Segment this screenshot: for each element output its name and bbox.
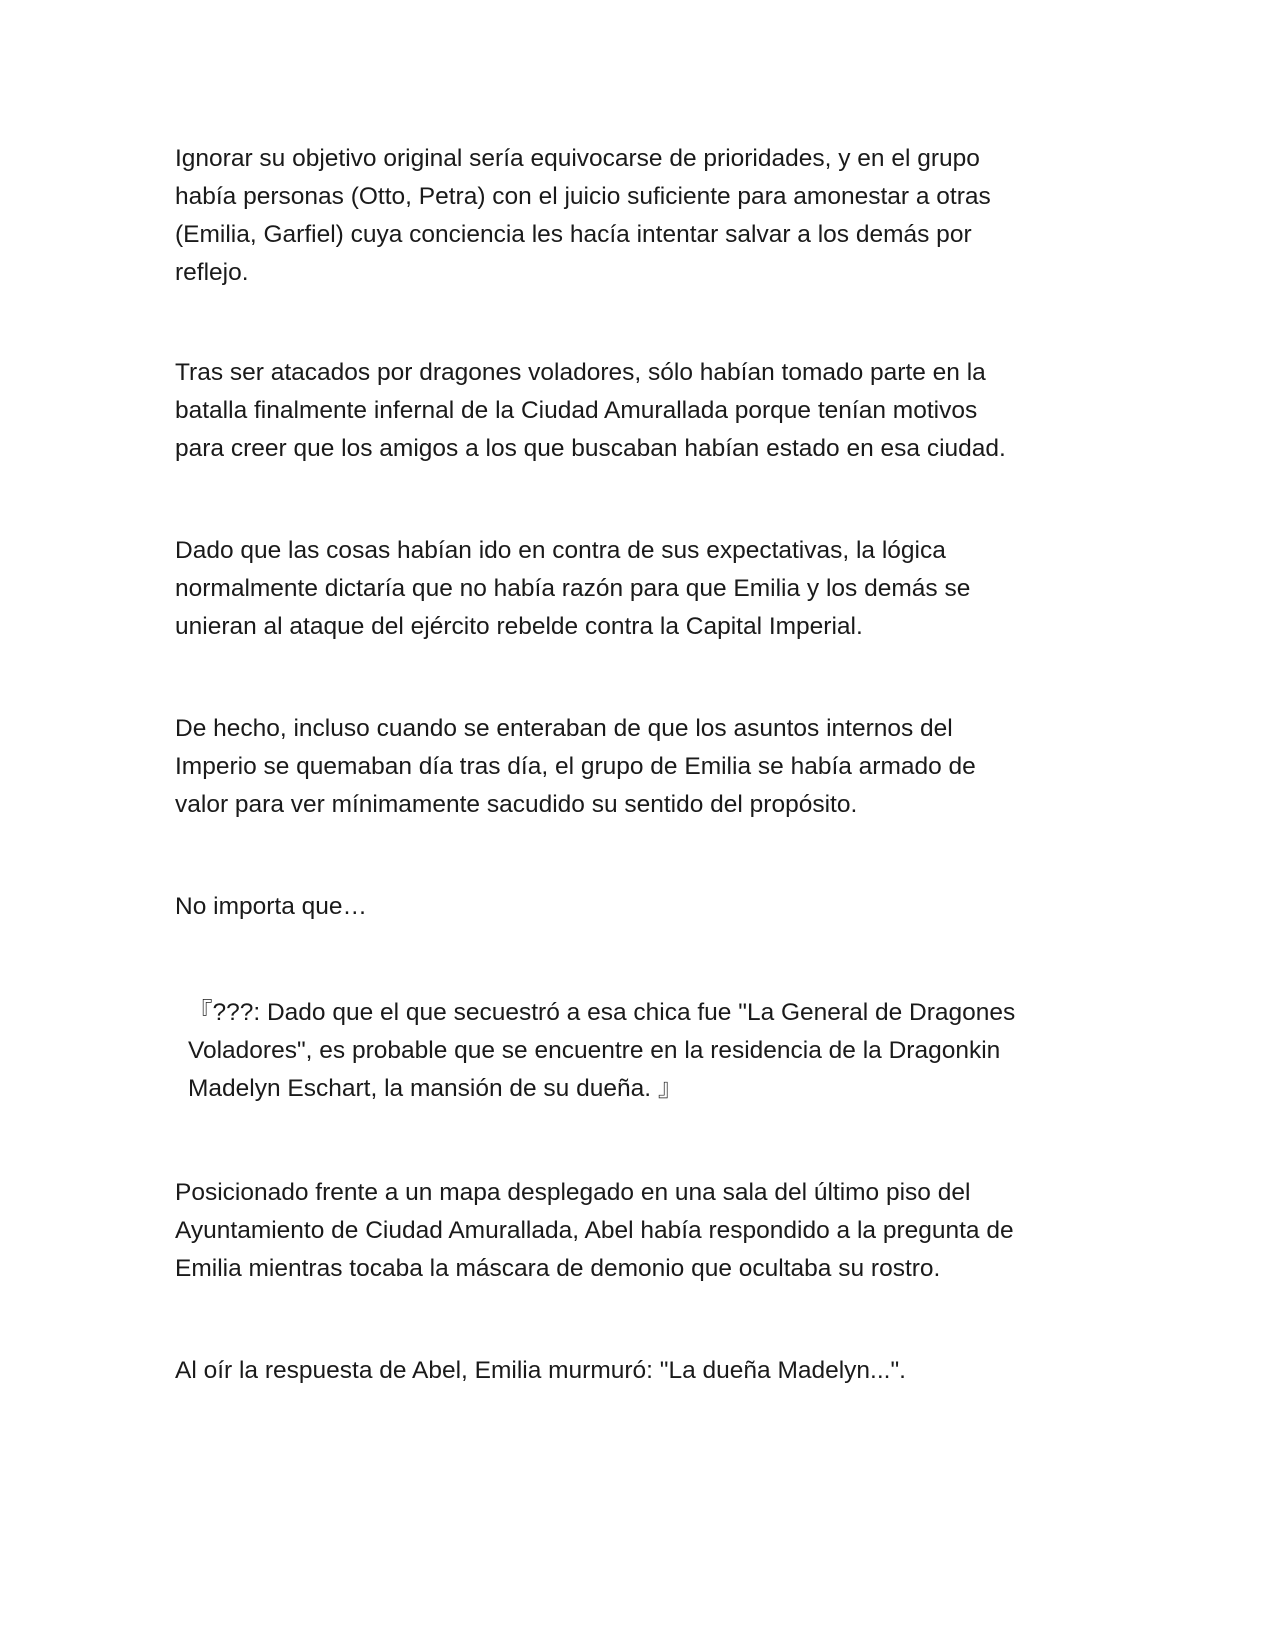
paragraph-walled-city-battle: Tras ser atacados por dragones voladores, sólo habían tomado parte en la batalla finalmente infernal de la Ciudad Amurallada porque tenían motivos para creer que los amigos a los que buscaban habían estado en esa ciudad. [175, 359, 1006, 462]
paragraph-priorities: Ignorar su objetivo original sería equivocarse de prioridades, y en el grupo había personas (Otto, Petra) con el juicio suficiente para amonestar a otras (Emilia, Garfiel) cuya conciencia les hacía intentar salvar a los demás por reflejo. [175, 145, 991, 286]
paragraph-no-matter: No importa que… [175, 893, 368, 920]
paragraph-abel-map: Posicionado frente a un mapa desplegado en una sala del último piso del Ayuntamiento de Ciudad Amurallada, Abel había respondido a la pregunta de Emilia mientras tocaba la máscara de demonio que ocultaba su rostro. [175, 1179, 1014, 1282]
paragraph-emilia-murmur: Al oír la respuesta de Abel, Emilia murmuró: "La dueña Madelyn...". [175, 1357, 906, 1384]
paragraph-expectations: Dado que las cosas habían ido en contra de sus expectativas, la lógica normalmente dictaría que no había razón para que Emilia y los demás se unieran al ataque del ejército rebelde contra la Capital Imperial. [175, 537, 971, 640]
paragraph-empire-affairs: De hecho, incluso cuando se enteraban de que los asuntos internos del Imperio se quemaban día tras día, el grupo de Emilia se había armado de valor para ver mínimamente sacudido su sentido del propósito. [175, 715, 976, 818]
paragraph-dialogue: 『???: Dado que el que secuestró a esa chica fue "La General de Dragones Voladores", es probable que se encuentre en la residencia de la Dragonkin Madelyn Eschart, la mansión de su dueña. 』 [188, 999, 1016, 1102]
